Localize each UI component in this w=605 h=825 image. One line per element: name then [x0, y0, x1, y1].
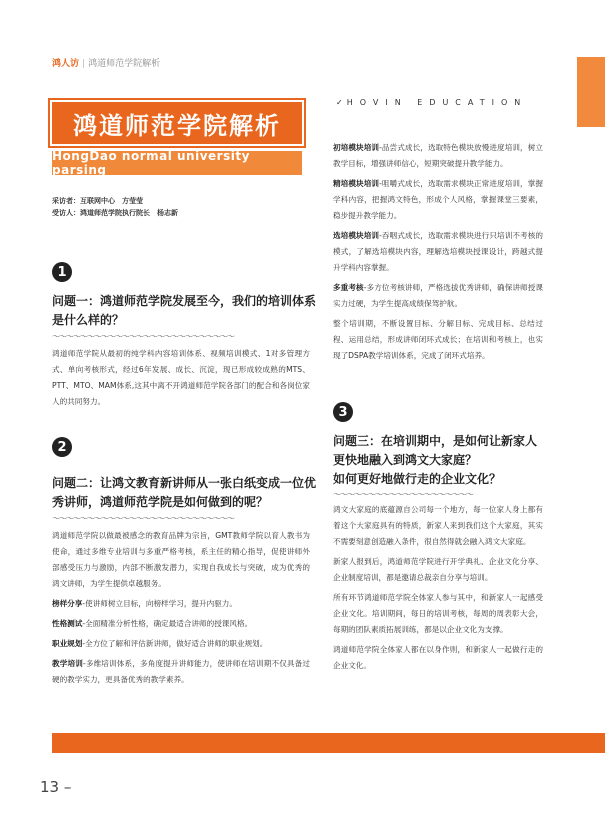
q3-paragraph: 鸿道师范学院全体家人都在以身作则，和新家人一起做行走的企业文化。 — [333, 645, 543, 670]
q3-wave-divider: 〜〜〜〜〜〜〜〜〜〜〜〜〜〜〜〜〜〜〜〜 — [333, 490, 473, 499]
right-item-label: 多重考核 — [333, 283, 364, 292]
q3-paragraph: 新家人报到后，鸿道师范学院进行开学典礼、企业文化分享、企业制度培训，都是邀请总裁亲自分享与培训。 — [333, 557, 543, 582]
right-item — [333, 176, 543, 224]
q3-body — [333, 502, 543, 678]
article-subtitle: HongDao normal university parsing — [52, 149, 250, 177]
q2-intro: 鸿道师范学院以做最被感念的教育品牌为宗旨，GMT教师学院以育人教书为使命，通过多维专业培训与多重严格考核，系主任的精心指导，促使讲师外部感受压力与激励，内部不断激发潜力，实现自我成长与突破，成为优秀的鸿文讲师，为学生提供卓越服务。 — [52, 531, 310, 588]
header-separator: | — [82, 59, 86, 69]
article-subtitle-box — [52, 151, 302, 175]
q2-number-badge: 2 — [52, 437, 72, 457]
header-section: 鸿道师范学院解析 — [88, 59, 161, 69]
page-number: 13 – — [40, 778, 72, 796]
page-number-text: 13 — [40, 778, 60, 796]
byline-interviewee: 受访人：鸿道师范学院执行院长 杨志新 — [52, 209, 178, 217]
q1-question: 问题一：鸿道师范学院发展至今，我们的培训体系是什么样的？ — [52, 294, 317, 327]
right-item-label: 选培模块培训 — [333, 231, 380, 240]
hovin-tagline — [336, 98, 527, 107]
right-item — [333, 228, 543, 276]
q2-item-text: -全方位了解和评估新讲师，做好适合讲师的职业规划。 — [82, 639, 268, 648]
q3-question-line2: 如何更好地做行走的企业文化？ — [333, 472, 502, 486]
right-item-text: -多方位考核讲师，严格选拔优秀讲师，确保讲师授课实力过硬，为学生提高成绩保驾护航。 — [333, 283, 544, 308]
footer-orange-bar — [52, 733, 605, 753]
right-item-text: -品尝式成长，选取特色模块放慢进度培训，树立教学目标，增强讲师信心，短期突破提升教学能力。 — [333, 143, 543, 168]
right-item — [333, 140, 543, 172]
q2-body — [52, 528, 310, 692]
q2-question: 问题二：让鸿文教育新讲师从一张白纸变成一位优秀讲师，鸿道师范学院是如何做到的呢？ — [52, 476, 317, 509]
right-column-body — [333, 140, 543, 368]
q2-item-label: 性格测试 — [52, 619, 83, 628]
q2-item-label: 榜样分享 — [52, 599, 83, 608]
q1-number-badge: 1 — [52, 262, 72, 282]
header-brand: 鸿人访 — [52, 59, 80, 69]
right-item-label: 精培模块培训 — [333, 179, 380, 188]
q1-answer: 鸿道师范学院从最初的纯学科内容培训体系、视频培训模式、1对多管理方式、单向考核形式，经过6年发展、成长、沉淀，现已形成较成熟的MTS、PTT、MTO、MAM体系,这其中离不开鸿道师范学院各部门的配合和各岗位家人的共同努力。 — [52, 349, 310, 406]
hovin-text: HOVIN EDUCATION — [346, 98, 528, 107]
q2-item — [52, 596, 310, 612]
q2-item-label: 教学培训 — [52, 659, 83, 668]
right-summary: 整个培训期，不断设置目标、分解目标、完成目标、总结过程、运用总结，形成讲师闭环式成长；在培训和考核上，也实现了DSPA教学培训体系，完成了闭环式培养。 — [333, 319, 543, 360]
byline — [52, 195, 178, 219]
running-header — [52, 56, 160, 69]
q2-item — [52, 616, 310, 632]
q3-number-badge: 3 — [333, 402, 353, 422]
q2-item-text: -使讲师树立目标，向榜样学习，提升内驱力。 — [82, 599, 237, 608]
q1-wave-divider: 〜〜〜〜〜〜〜〜〜〜〜〜〜〜〜〜〜〜〜〜〜〜〜〜〜〜 — [52, 332, 234, 341]
check-icon: ✓ — [336, 98, 343, 107]
q3-paragraph: 鸿文大家庭的底蕴源自公司每一个地方，每一位家人身上都有着这个大家庭具有的特质，新家人来到我们这个大家庭，其实不需要刻意创造融入条件，很自然得就会融入鸿文大家庭。 — [333, 505, 543, 546]
article-title: 鸿道师范学院解析 — [73, 111, 281, 140]
right-item-text: -咀嚼式成长，选取需求模块正常进度培训，掌握学科内容，把握鸿文特色，形成个人风格，掌握课堂三要素，稳步提升教学能力。 — [333, 179, 543, 220]
article-title-box — [52, 102, 302, 144]
q3-paragraph: 所有环节鸿道师范学院全体家人参与其中，和新家人一起感受企业文化。培训期间，每日的培训考核，每周的周表彰大会，每期的团队素质拓展训练，都是以企业文化为支撑。 — [333, 593, 543, 634]
q2-item-text: -全面精准分析性格，确定最适合讲师的授课风格。 — [82, 619, 253, 628]
byline-interviewer: 采访者：互联网中心 方莹莹 — [52, 197, 143, 205]
q2-item-text: -多维培训体系，多角度提升讲师能力，使讲师在培训期不仅具备过硬的教学实力，更具备优秀的教学素养。 — [52, 659, 311, 684]
q3-question — [333, 432, 548, 489]
q3-question-line1: 问题三：在培训期中，是如何让新家人更快地融入到鸿文大家庭？ — [333, 434, 538, 467]
right-item — [333, 280, 543, 312]
q2-wave-divider: 〜〜〜〜〜〜〜〜〜〜〜〜〜〜〜〜〜〜〜〜〜〜〜〜〜〜 — [52, 514, 234, 523]
q2-item-label: 职业规划 — [52, 639, 83, 648]
right-item-text: -吞咽式成长，选取需求模块进行只培训不考核的模式，了解选培模块内容，理解选培模块授课设计，跨越式提升学科内容掌握。 — [333, 231, 543, 272]
q2-item — [52, 636, 310, 652]
q2-item — [52, 656, 310, 688]
side-tab — [577, 57, 605, 127]
right-item-label: 初培模块培训 — [333, 143, 380, 152]
